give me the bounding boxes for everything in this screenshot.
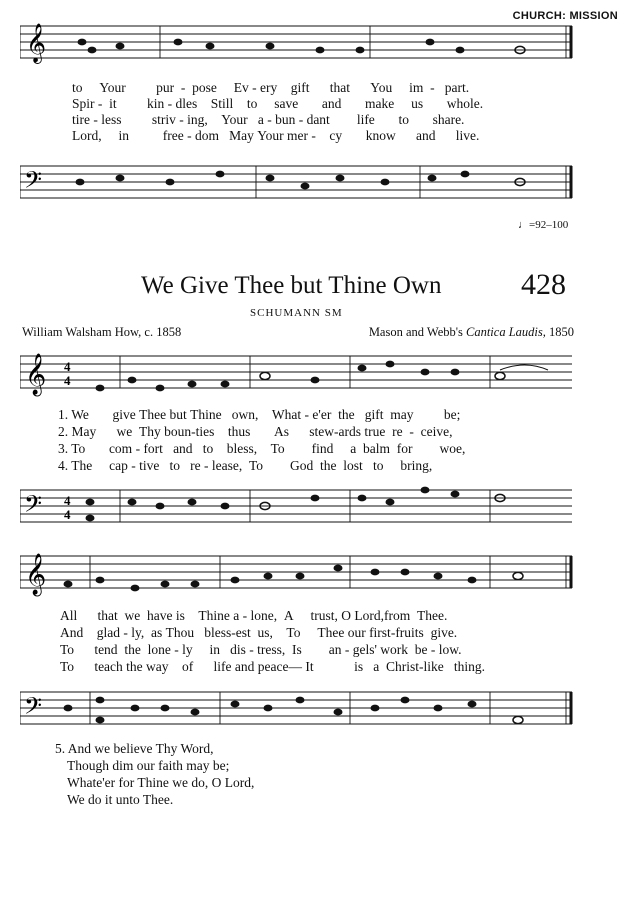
svg-text:4: 4 (64, 507, 71, 522)
verse-4-line-2: To teach the way of life and peace— It is a Christ-like thing. (60, 659, 486, 674)
verse-1-line-1: 1. We give Thee but Thine own, What - e'er the gift may be; (58, 407, 461, 422)
top-bass-staff (20, 152, 620, 222)
stanza-5-line-2: Though dim our faith may be; (67, 758, 230, 773)
svg-text:𝄞: 𝄞 (25, 554, 47, 595)
svg-text:𝄞: 𝄞 (25, 354, 47, 395)
top-verse-1: to Your pur - pose Ev - ery gift that You im - part. (72, 80, 470, 95)
author-credit: William Walsham How, c. 1858 (22, 325, 182, 339)
verse-3-line-1: 3. To com - fort and to bless, To find a balm for woe, (58, 441, 466, 456)
svg-text:𝄞: 𝄞 (26, 23, 47, 63)
svg-text:𝄢: 𝄢 (24, 692, 43, 725)
category-heading: CHURCH: MISSION (512, 10, 618, 22)
svg-text:4: 4 (64, 359, 71, 374)
verse-2-line-1: 2. May we Thy boun-ties thus As stew-ards true re - ceive, (58, 424, 453, 439)
svg-text:𝄢: 𝄢 (24, 490, 43, 523)
hymn-number: 428 (521, 268, 566, 301)
system1-treble-staff (20, 348, 620, 408)
stanza-5-line-1: 5. And we believe Thy Word, (55, 741, 214, 756)
verse-1-line-2: All that we have is Thine a - lone, A trust, O Lord,from Thee. (60, 608, 448, 623)
top-verse-2: Spir - it kin - dles Still to save and make us whole. (72, 96, 484, 111)
tempo-marking: ♩=92–100 (518, 219, 569, 231)
top-verse-4: Lord, in free - dom May Your mer - cy know and live. (72, 128, 480, 143)
composer-credit: Mason and Webb's Cantica Laudis, 1850 (368, 325, 574, 339)
verse-4-line-1: 4. The cap - tive to re - lease, To God the lost to bring, (58, 458, 433, 473)
stanza-5-line-4: We do it unto Thee. (67, 792, 174, 807)
system1-bass-staff (20, 478, 620, 538)
svg-text:𝄢: 𝄢 (24, 166, 43, 199)
top-treble-staff (20, 22, 620, 82)
hymn-title: We Give Thee but Thine Own (141, 272, 442, 299)
stanza-5-line-3: Whate'er for Thine we do, O Lord, (67, 775, 255, 790)
top-verse-3: tire - less striv - ing, Your a - bun - dant life to share. (72, 112, 465, 127)
system2-treble-staff (20, 548, 620, 608)
verse-3-line-2: To tend the lone - ly in dis - tress, Is an - gels' work be - low. (60, 642, 462, 657)
system2-bass-staff (20, 680, 620, 740)
verse-2-line-2: And glad - ly, as Thou bless-est us, To Thee our first-fruits give. (60, 625, 458, 640)
tune-name: SCHUMANN SM (250, 307, 343, 319)
svg-text:4: 4 (64, 373, 71, 388)
stanza-5 (55, 740, 254, 808)
svg-text:4: 4 (64, 493, 71, 508)
